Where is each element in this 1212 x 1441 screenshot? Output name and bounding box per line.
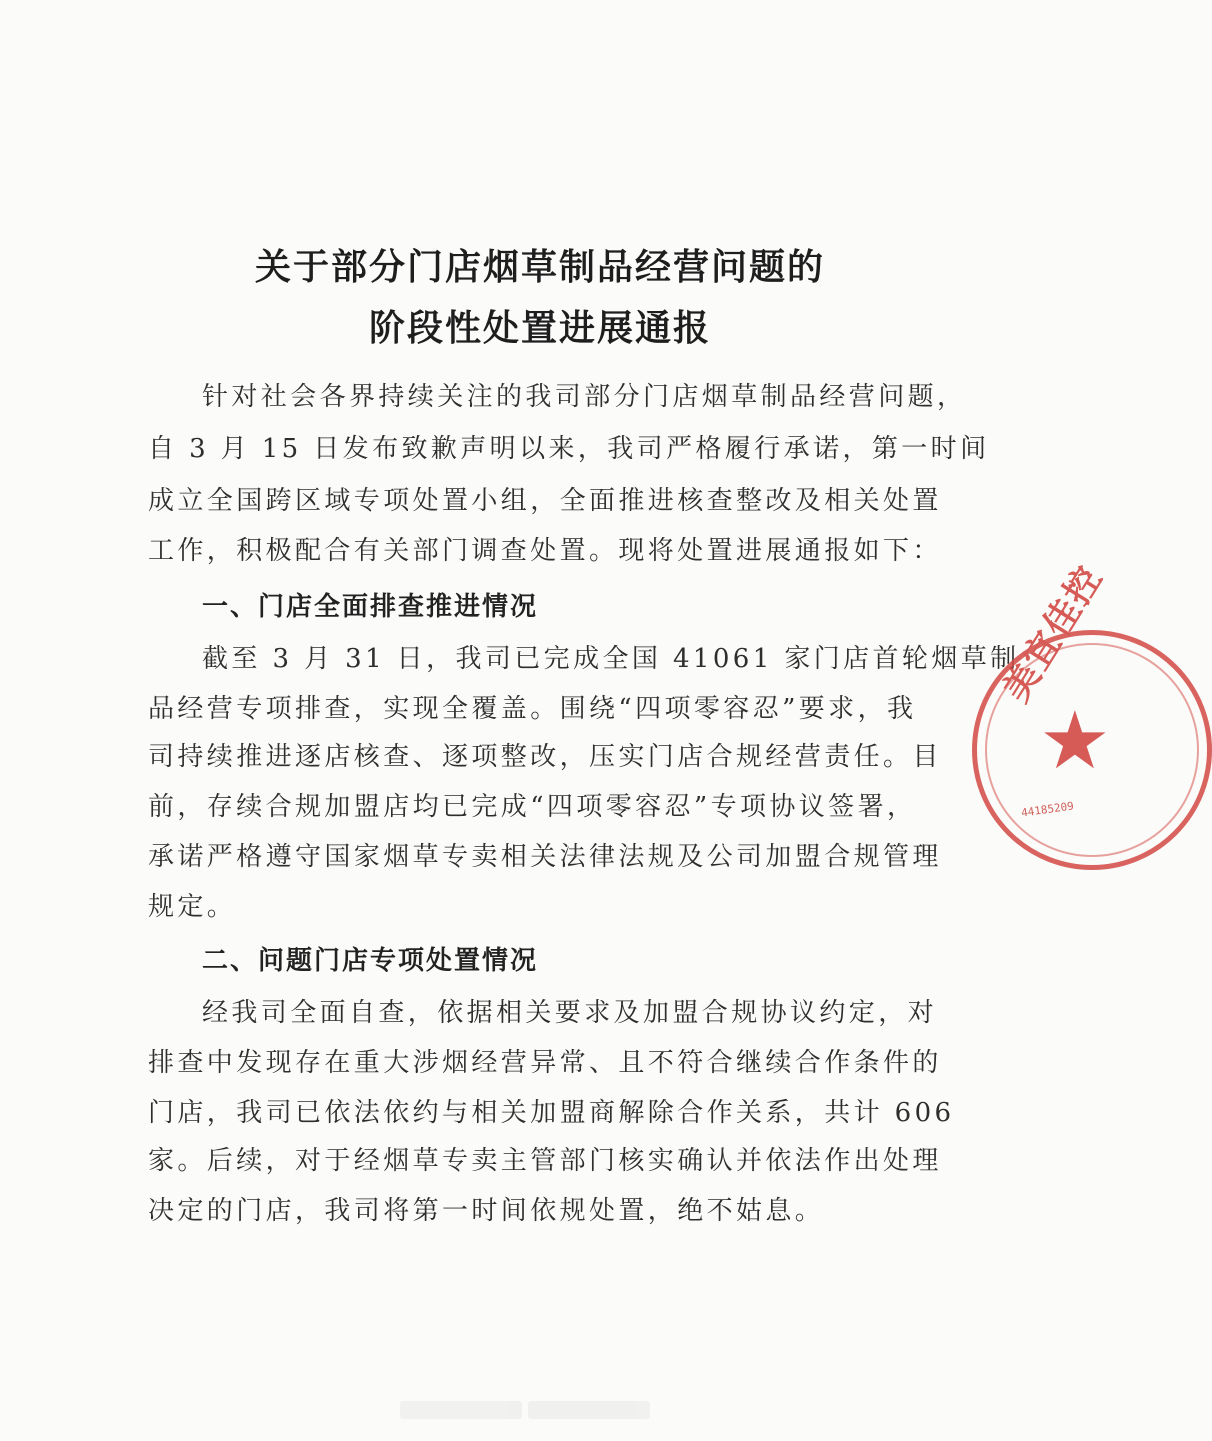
section2-line: 排查中发现存在重大涉烟经营异常、且不符合继续合作条件的	[148, 1048, 942, 1078]
section-heading-2: 二、问题门店专项处置情况	[202, 946, 539, 976]
intro-line: 针对社会各界持续关注的我司部分门店烟草制品经营问题，	[202, 382, 967, 412]
intro-line: 工作，积极配合有关部门调查处置。现将处置进展通报如下：	[148, 536, 942, 566]
section1-line: 规定。	[148, 892, 237, 922]
section1-line: 前，存续合规加盟店均已完成“四项零容忍”专项协议签署，	[148, 792, 917, 822]
document-title-line-1: 关于部分门店烟草制品经营问题的	[254, 246, 825, 289]
intro-line: 成立全国跨区域专项处置小组，全面推进核查整改及相关处置	[148, 486, 942, 516]
seal-text: 美宜佳控	[994, 557, 1112, 709]
section-heading-1: 一、门店全面排查推进情况	[202, 592, 539, 622]
watermark-mark	[528, 1401, 650, 1419]
section1-line: 承诺严格遵守国家烟草专卖相关法律法规及公司加盟合规管理	[148, 842, 942, 872]
section1-line: 截至 3 月 31 日，我司已完成全国 41061 家门店首轮烟草制	[202, 644, 1020, 674]
watermark-mark	[400, 1401, 522, 1419]
seal-number: 44185209	[1020, 799, 1075, 820]
section2-line: 门店，我司已依法依约与相关加盟商解除合作关系，共计 606	[148, 1098, 955, 1128]
section2-line: 家。后续，对于经烟草专卖主管部门核实确认并依法作出处理	[148, 1146, 942, 1176]
company-seal	[972, 557, 1212, 870]
watermark	[400, 1393, 650, 1427]
section2-line: 经我司全面自查，依据相关要求及加盟合规协议约定，对	[202, 998, 938, 1028]
section1-line: 品经营专项排查，实现全覆盖。围绕“四项零容忍”要求，我	[148, 694, 917, 724]
document-title-line-2: 阶段性处置进展通报	[368, 307, 711, 350]
section2-line: 决定的门店，我司将第一时间依规处置，绝不姑息。	[148, 1196, 825, 1226]
section1-line: 司持续推进逐店核查、逐项整改，压实门店合规经营责任。目	[148, 742, 942, 772]
intro-line: 自 3 月 15 日发布致歉声明以来，我司严格履行承诺，第一时间	[148, 434, 990, 464]
seal-star-icon: ★	[1039, 694, 1111, 787]
